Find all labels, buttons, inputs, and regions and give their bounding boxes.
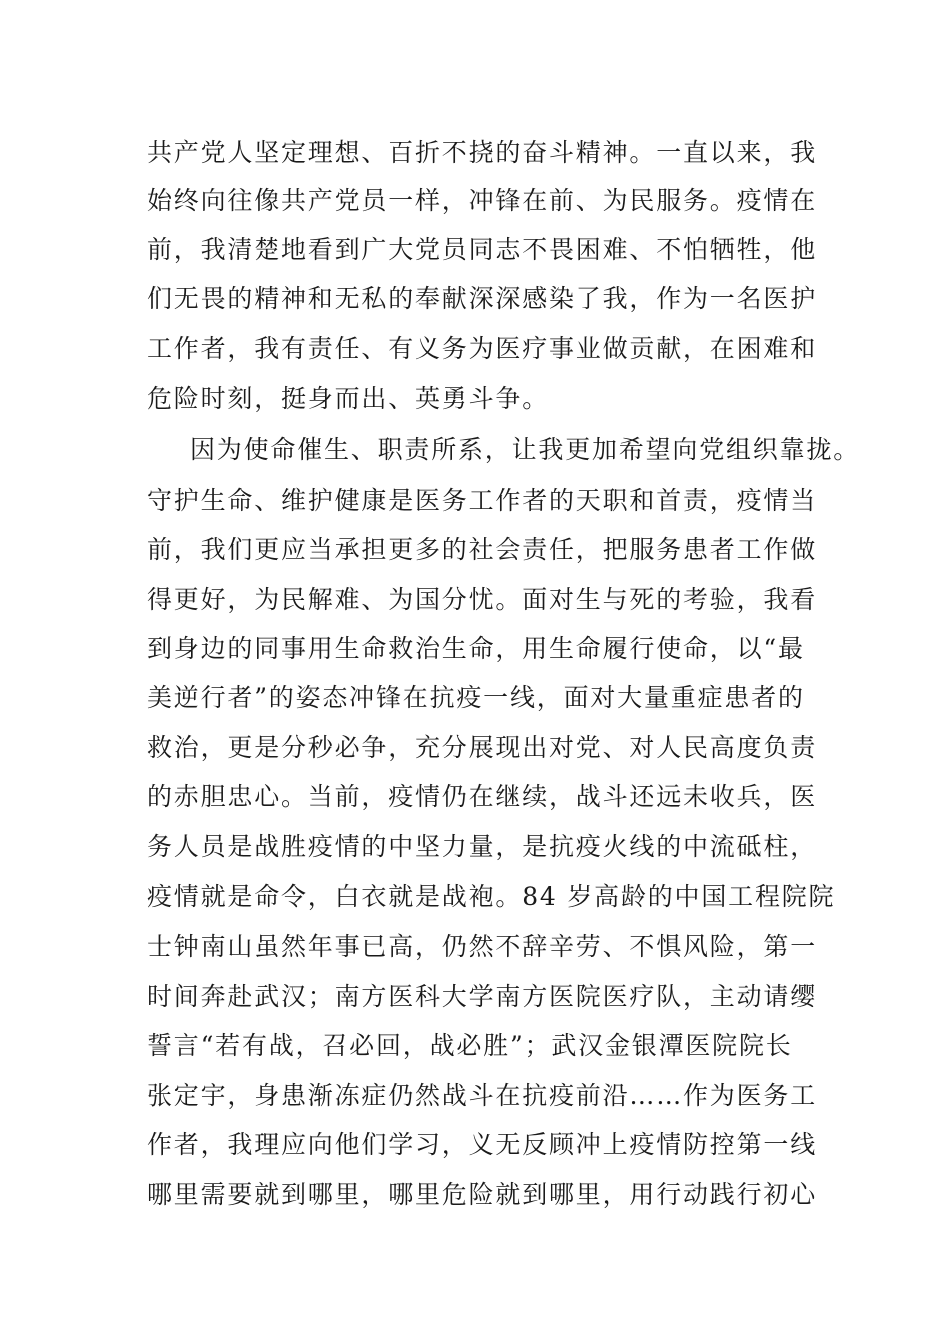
- text-line: 救治，更是分秒必争，充分展现出对党、对人民高度负责: [147, 733, 818, 762]
- text-line: 士钟南山虽然年事已高，仍然不辞辛劳、不惧风险，第一: [147, 932, 818, 961]
- text-line: 疫情就是命令，白衣就是战袍。84 岁高龄的中国工程院院: [147, 882, 836, 911]
- text-line: 张定宇，身患渐冻症仍然战斗在抗疫前沿……作为医务工: [147, 1081, 818, 1110]
- text-line: 守护生命、维护健康是医务工作者的天职和首责，疫情当: [147, 486, 818, 515]
- text-line: 誓言“若有战，召必回，战必胜”；武汉金银潭医院院长: [147, 1031, 793, 1060]
- text-line: 美逆行者”的姿态冲锋在抗疫一线，面对大量重症患者的: [147, 683, 805, 712]
- text-line: 始终向往像共产党员一样，冲锋在前、为民服务。疫情在: [147, 186, 818, 215]
- text-line: 作者，我理应向他们学习，义无反顾冲上疫情防控第一线: [147, 1130, 818, 1159]
- text-line: 时间奔赴武汉；南方医科大学南方医院医疗队，主动请缨: [147, 982, 818, 1011]
- text-line: 前，我清楚地看到广大党员同志不畏困难、不怕牺牲，他: [147, 235, 818, 264]
- text-line: 前，我们更应当承担更多的社会责任，把服务患者工作做: [147, 535, 818, 564]
- text-line: 得更好，为民解难、为国分忧。面对生与死的考验，我看: [147, 585, 818, 614]
- paragraph-first-line: 因为使命催生、职责所系，让我更加希望向党组织靠拢。: [190, 435, 861, 464]
- text-line: 的赤胆忠心。当前，疫情仍在继续，战斗还远未收兵，医: [147, 782, 818, 811]
- text-line: 危险时刻，挺身而出、英勇斗争。: [147, 384, 550, 413]
- text-line: 到身边的同事用生命救治生命，用生命履行使命，以“最: [147, 634, 805, 663]
- text-line: 务人员是战胜疫情的中坚力量，是抗疫火线的中流砥柱，: [147, 832, 818, 861]
- text-line: 共产党人坚定理想、百折不挠的奋斗精神。一直以来，我: [147, 138, 818, 167]
- text-line: 哪里需要就到哪里，哪里危险就到哪里，用行动践行初心: [147, 1180, 818, 1209]
- text-line: 工作者，我有责任、有义务为医疗事业做贡献，在困难和: [147, 334, 818, 363]
- text-line: 们无畏的精神和无私的奉献深深感染了我，作为一名医护: [147, 284, 818, 313]
